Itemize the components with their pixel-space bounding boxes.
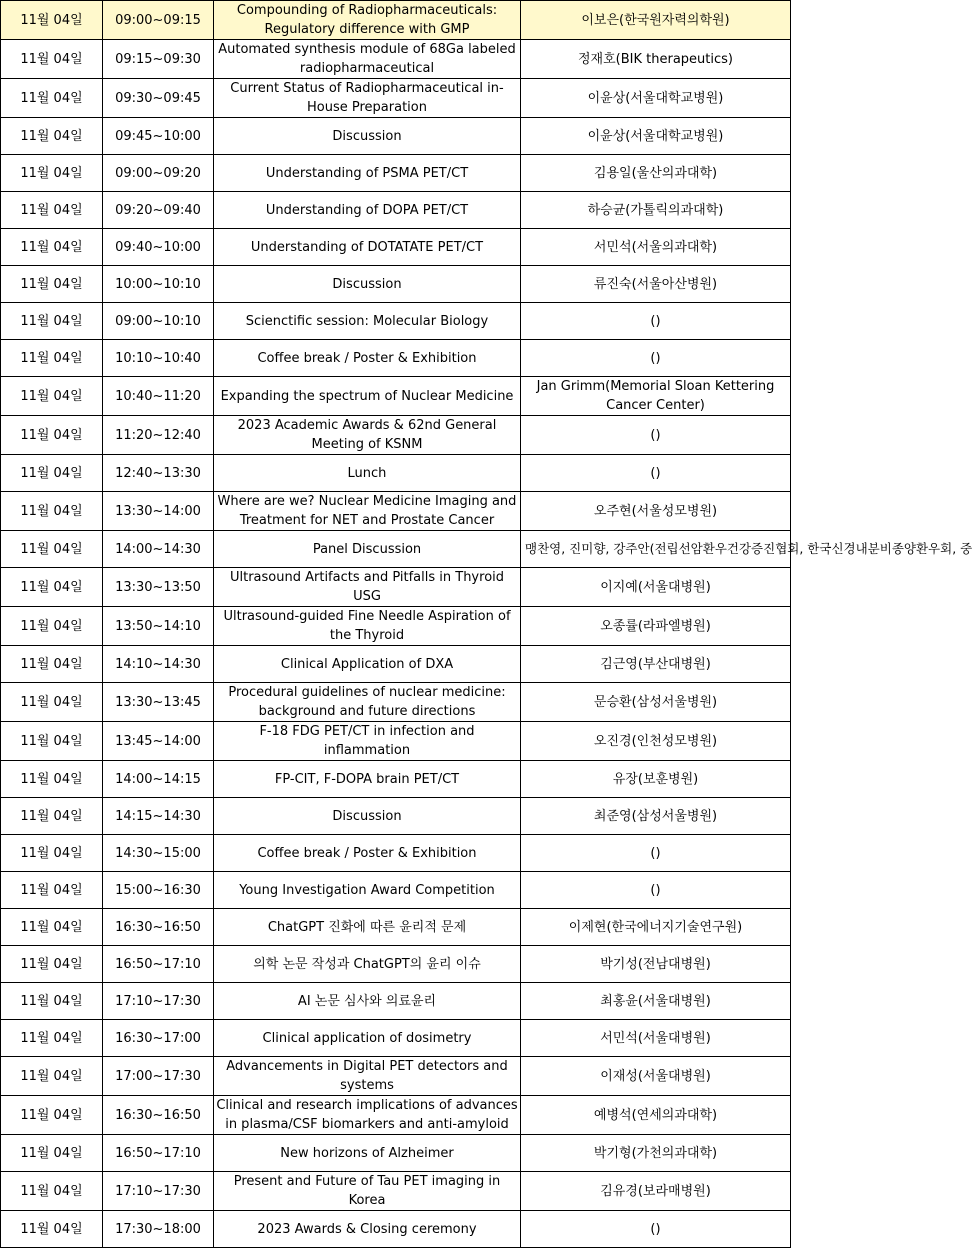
time-cell: 09:00~09:20	[103, 155, 214, 192]
time-cell: 09:45~10:00	[103, 118, 214, 155]
time-cell: 10:40~11:20	[103, 377, 214, 416]
session-title-cell: Understanding of PSMA PET/CT	[214, 155, 521, 192]
time-cell: 14:00~14:15	[103, 761, 214, 798]
session-title-cell: Current Status of Radiopharmaceutical in-House Preparation	[214, 79, 521, 118]
table-row	[1, 416, 791, 455]
date-cell: 11월 04일	[1, 1135, 103, 1172]
date-cell: 11월 04일	[1, 377, 103, 416]
speaker-cell: 최준영(삼성서울병원)	[521, 798, 791, 835]
session-title-cell: Lunch	[214, 455, 521, 492]
table-row	[1, 761, 791, 798]
time-cell: 17:00~17:30	[103, 1057, 214, 1096]
session-title-cell: Young Investigation Award Competition	[214, 872, 521, 909]
table-row	[1, 40, 791, 79]
date-cell: 11월 04일	[1, 835, 103, 872]
time-cell: 14:15~14:30	[103, 798, 214, 835]
session-title-cell: Clinical Application of DXA	[214, 646, 521, 683]
session-title-cell: Clinical and research implications of advances in plasma/CSF biomarkers and anti-amyloid	[214, 1096, 521, 1135]
table-row	[1, 377, 791, 416]
session-title-cell: Coffee break / Poster & Exhibition	[214, 835, 521, 872]
session-title-cell: Understanding of DOPA PET/CT	[214, 192, 521, 229]
date-cell: 11월 04일	[1, 1057, 103, 1096]
date-cell: 11월 04일	[1, 683, 103, 722]
table-row	[1, 983, 791, 1020]
session-title-cell: Ultrasound-guided Fine Needle Aspiration of the Thyroid	[214, 607, 521, 646]
time-cell: 10:00~10:10	[103, 266, 214, 303]
table-row	[1, 303, 791, 340]
date-cell: 11월 04일	[1, 1, 103, 40]
schedule-body	[1, 1, 972, 1248]
table-row	[1, 568, 791, 607]
time-cell: 09:00~09:15	[103, 1, 214, 40]
speaker-cell: Jan Grimm(Memorial Sloan Kettering Cancer Center)	[521, 377, 791, 416]
table-row	[1, 1172, 791, 1211]
table-row	[1, 1096, 791, 1135]
date-cell: 11월 04일	[1, 607, 103, 646]
date-cell: 11월 04일	[1, 416, 103, 455]
date-cell: 11월 04일	[1, 646, 103, 683]
speaker-cell: 오종률(라파엘병원)	[521, 607, 791, 646]
date-cell: 11월 04일	[1, 1172, 103, 1211]
table-row	[1, 946, 791, 983]
speaker-cell: 문승환(삼성서울병원)	[521, 683, 791, 722]
date-cell: 11월 04일	[1, 909, 103, 946]
date-cell: 11월 04일	[1, 872, 103, 909]
date-cell: 11월 04일	[1, 531, 103, 568]
table-row	[1, 798, 791, 835]
date-cell: 11월 04일	[1, 266, 103, 303]
table-row	[1, 1135, 791, 1172]
time-cell: 13:30~14:00	[103, 492, 214, 531]
date-cell: 11월 04일	[1, 798, 103, 835]
speaker-cell: 서민석(서울의과대학)	[521, 229, 791, 266]
table-row	[1, 492, 791, 531]
session-title-cell: Understanding of DOTATATE PET/CT	[214, 229, 521, 266]
time-cell: 13:30~13:45	[103, 683, 214, 722]
time-cell: 12:40~13:30	[103, 455, 214, 492]
time-cell: 14:30~15:00	[103, 835, 214, 872]
time-cell: 09:15~09:30	[103, 40, 214, 79]
time-cell: 17:30~18:00	[103, 1211, 214, 1248]
date-cell: 11월 04일	[1, 118, 103, 155]
session-title-cell: New horizons of Alzheimer	[214, 1135, 521, 1172]
speaker-cell: ()	[521, 835, 791, 872]
speaker-cell: 이윤상(서울대학교병원)	[521, 118, 791, 155]
date-cell: 11월 04일	[1, 761, 103, 798]
session-title-cell: Coffee break / Poster & Exhibition	[214, 340, 521, 377]
date-cell: 11월 04일	[1, 983, 103, 1020]
session-title-cell: Compounding of Radiopharmaceuticals: Regulatory difference with GMP	[214, 1, 521, 40]
speaker-cell: ()	[521, 1211, 791, 1248]
session-title-cell: AI 논문 심사와 의료윤리	[214, 983, 521, 1020]
speaker-cell: 오진경(인천성모병원)	[521, 722, 791, 761]
date-cell: 11월 04일	[1, 229, 103, 266]
speaker-cell: 하승균(가톨릭의과대학)	[521, 192, 791, 229]
table-row	[1, 722, 791, 761]
table-row	[1, 835, 791, 872]
date-cell: 11월 04일	[1, 155, 103, 192]
date-cell: 11월 04일	[1, 40, 103, 79]
speaker-cell: 유장(보훈병원)	[521, 761, 791, 798]
speaker-cell: ()	[521, 416, 791, 455]
date-cell: 11월 04일	[1, 192, 103, 229]
speaker-cell: ()	[521, 872, 791, 909]
table-row	[1, 1057, 791, 1096]
table-row	[1, 229, 791, 266]
speaker-cell: 맹찬영, 진미향, 강주안(전립선암환우건강증진협회, 한국신경내분비종양환우회, 중	[521, 531, 791, 568]
table-row	[1, 340, 791, 377]
speaker-cell: 박기성(전남대병원)	[521, 946, 791, 983]
table-row	[1, 1211, 791, 1248]
time-cell: 17:10~17:30	[103, 1172, 214, 1211]
session-title-cell: Discussion	[214, 266, 521, 303]
date-cell: 11월 04일	[1, 79, 103, 118]
date-cell: 11월 04일	[1, 722, 103, 761]
speaker-cell: ()	[521, 455, 791, 492]
speaker-cell: 이재성(서울대병원)	[521, 1057, 791, 1096]
time-cell: 16:50~17:10	[103, 946, 214, 983]
table-row	[1, 531, 791, 568]
session-title-cell: Advancements in Digital PET detectors and systems	[214, 1057, 521, 1096]
session-title-cell: FP-CIT, F-DOPA brain PET/CT	[214, 761, 521, 798]
speaker-cell: ()	[521, 340, 791, 377]
session-title-cell: Ultrasound Artifacts and Pitfalls in Thyroid USG	[214, 568, 521, 607]
time-cell: 11:20~12:40	[103, 416, 214, 455]
table-row	[1, 1, 791, 40]
time-cell: 16:30~16:50	[103, 909, 214, 946]
speaker-cell: 정재호(BIK therapeutics)	[521, 40, 791, 79]
date-cell: 11월 04일	[1, 492, 103, 531]
time-cell: 13:30~13:50	[103, 568, 214, 607]
session-title-cell: Expanding the spectrum of Nuclear Medicine	[214, 377, 521, 416]
table-row	[1, 192, 791, 229]
time-cell: 10:10~10:40	[103, 340, 214, 377]
date-cell: 11월 04일	[1, 1020, 103, 1057]
date-cell: 11월 04일	[1, 340, 103, 377]
session-title-cell: Discussion	[214, 118, 521, 155]
session-title-cell: F-18 FDG PET/CT in infection and inflammation	[214, 722, 521, 761]
session-title-cell: 2023 Awards & Closing ceremony	[214, 1211, 521, 1248]
session-title-cell: Automated synthesis module of 68Ga labeled radiopharmaceutical	[214, 40, 521, 79]
date-cell: 11월 04일	[1, 1096, 103, 1135]
speaker-cell: 오주현(서울성모병원)	[521, 492, 791, 531]
date-cell: 11월 04일	[1, 946, 103, 983]
speaker-cell: 김유경(보라매병원)	[521, 1172, 791, 1211]
speaker-cell: 이윤상(서울대학교병원)	[521, 79, 791, 118]
time-cell: 16:30~17:00	[103, 1020, 214, 1057]
time-cell: 09:20~09:40	[103, 192, 214, 229]
session-title-cell: Procedural guidelines of nuclear medicine: background and future directions	[214, 683, 521, 722]
time-cell: 13:45~14:00	[103, 722, 214, 761]
table-row	[1, 872, 791, 909]
table-row	[1, 1020, 791, 1057]
time-cell: 14:00~14:30	[103, 531, 214, 568]
time-cell: 16:30~16:50	[103, 1096, 214, 1135]
session-title-cell: 2023 Academic Awards & 62nd General Meeting of KSNM	[214, 416, 521, 455]
speaker-cell: ()	[521, 303, 791, 340]
session-title-cell: Discussion	[214, 798, 521, 835]
date-cell: 11월 04일	[1, 455, 103, 492]
table-row	[1, 118, 791, 155]
date-cell: 11월 04일	[1, 568, 103, 607]
session-title-cell: Where are we? Nuclear Medicine Imaging and Treatment for NET and Prostate Cancer	[214, 492, 521, 531]
table-row	[1, 607, 791, 646]
speaker-cell: 예병석(연세의과대학)	[521, 1096, 791, 1135]
table-row	[1, 155, 791, 192]
session-title-cell: 의학 논문 작성과 ChatGPT의 윤리 이슈	[214, 946, 521, 983]
session-title-cell: ChatGPT 진화에 따른 윤리적 문제	[214, 909, 521, 946]
table-row	[1, 79, 791, 118]
table-row	[1, 909, 791, 946]
time-cell: 09:40~10:00	[103, 229, 214, 266]
time-cell: 13:50~14:10	[103, 607, 214, 646]
speaker-cell: 최홍윤(서울대병원)	[521, 983, 791, 1020]
session-title-cell: Clinical application of dosimetry	[214, 1020, 521, 1057]
table-row	[1, 646, 791, 683]
speaker-cell: 이보은(한국원자력의학원)	[521, 1, 791, 40]
speaker-cell: 류진숙(서울아산병원)	[521, 266, 791, 303]
time-cell: 15:00~16:30	[103, 872, 214, 909]
table-row	[1, 683, 791, 722]
date-cell: 11월 04일	[1, 1211, 103, 1248]
session-title-cell: Panel Discussion	[214, 531, 521, 568]
speaker-cell: 이지예(서울대병원)	[521, 568, 791, 607]
time-cell: 14:10~14:30	[103, 646, 214, 683]
speaker-cell: 이제현(한국에너지기술연구원)	[521, 909, 791, 946]
date-cell: 11월 04일	[1, 303, 103, 340]
session-title-cell: Scienctific session: Molecular Biology	[214, 303, 521, 340]
speaker-cell: 박기형(가천의과대학)	[521, 1135, 791, 1172]
time-cell: 17:10~17:30	[103, 983, 214, 1020]
session-title-cell: Present and Future of Tau PET imaging in Korea	[214, 1172, 521, 1211]
table-row	[1, 266, 791, 303]
table-row	[1, 455, 791, 492]
time-cell: 09:30~09:45	[103, 79, 214, 118]
time-cell: 16:50~17:10	[103, 1135, 214, 1172]
time-cell: 09:00~10:10	[103, 303, 214, 340]
speaker-cell: 서민석(서울대병원)	[521, 1020, 791, 1057]
speaker-cell: 김근영(부산대병원)	[521, 646, 791, 683]
speaker-cell: 김용일(울산의과대학)	[521, 155, 791, 192]
